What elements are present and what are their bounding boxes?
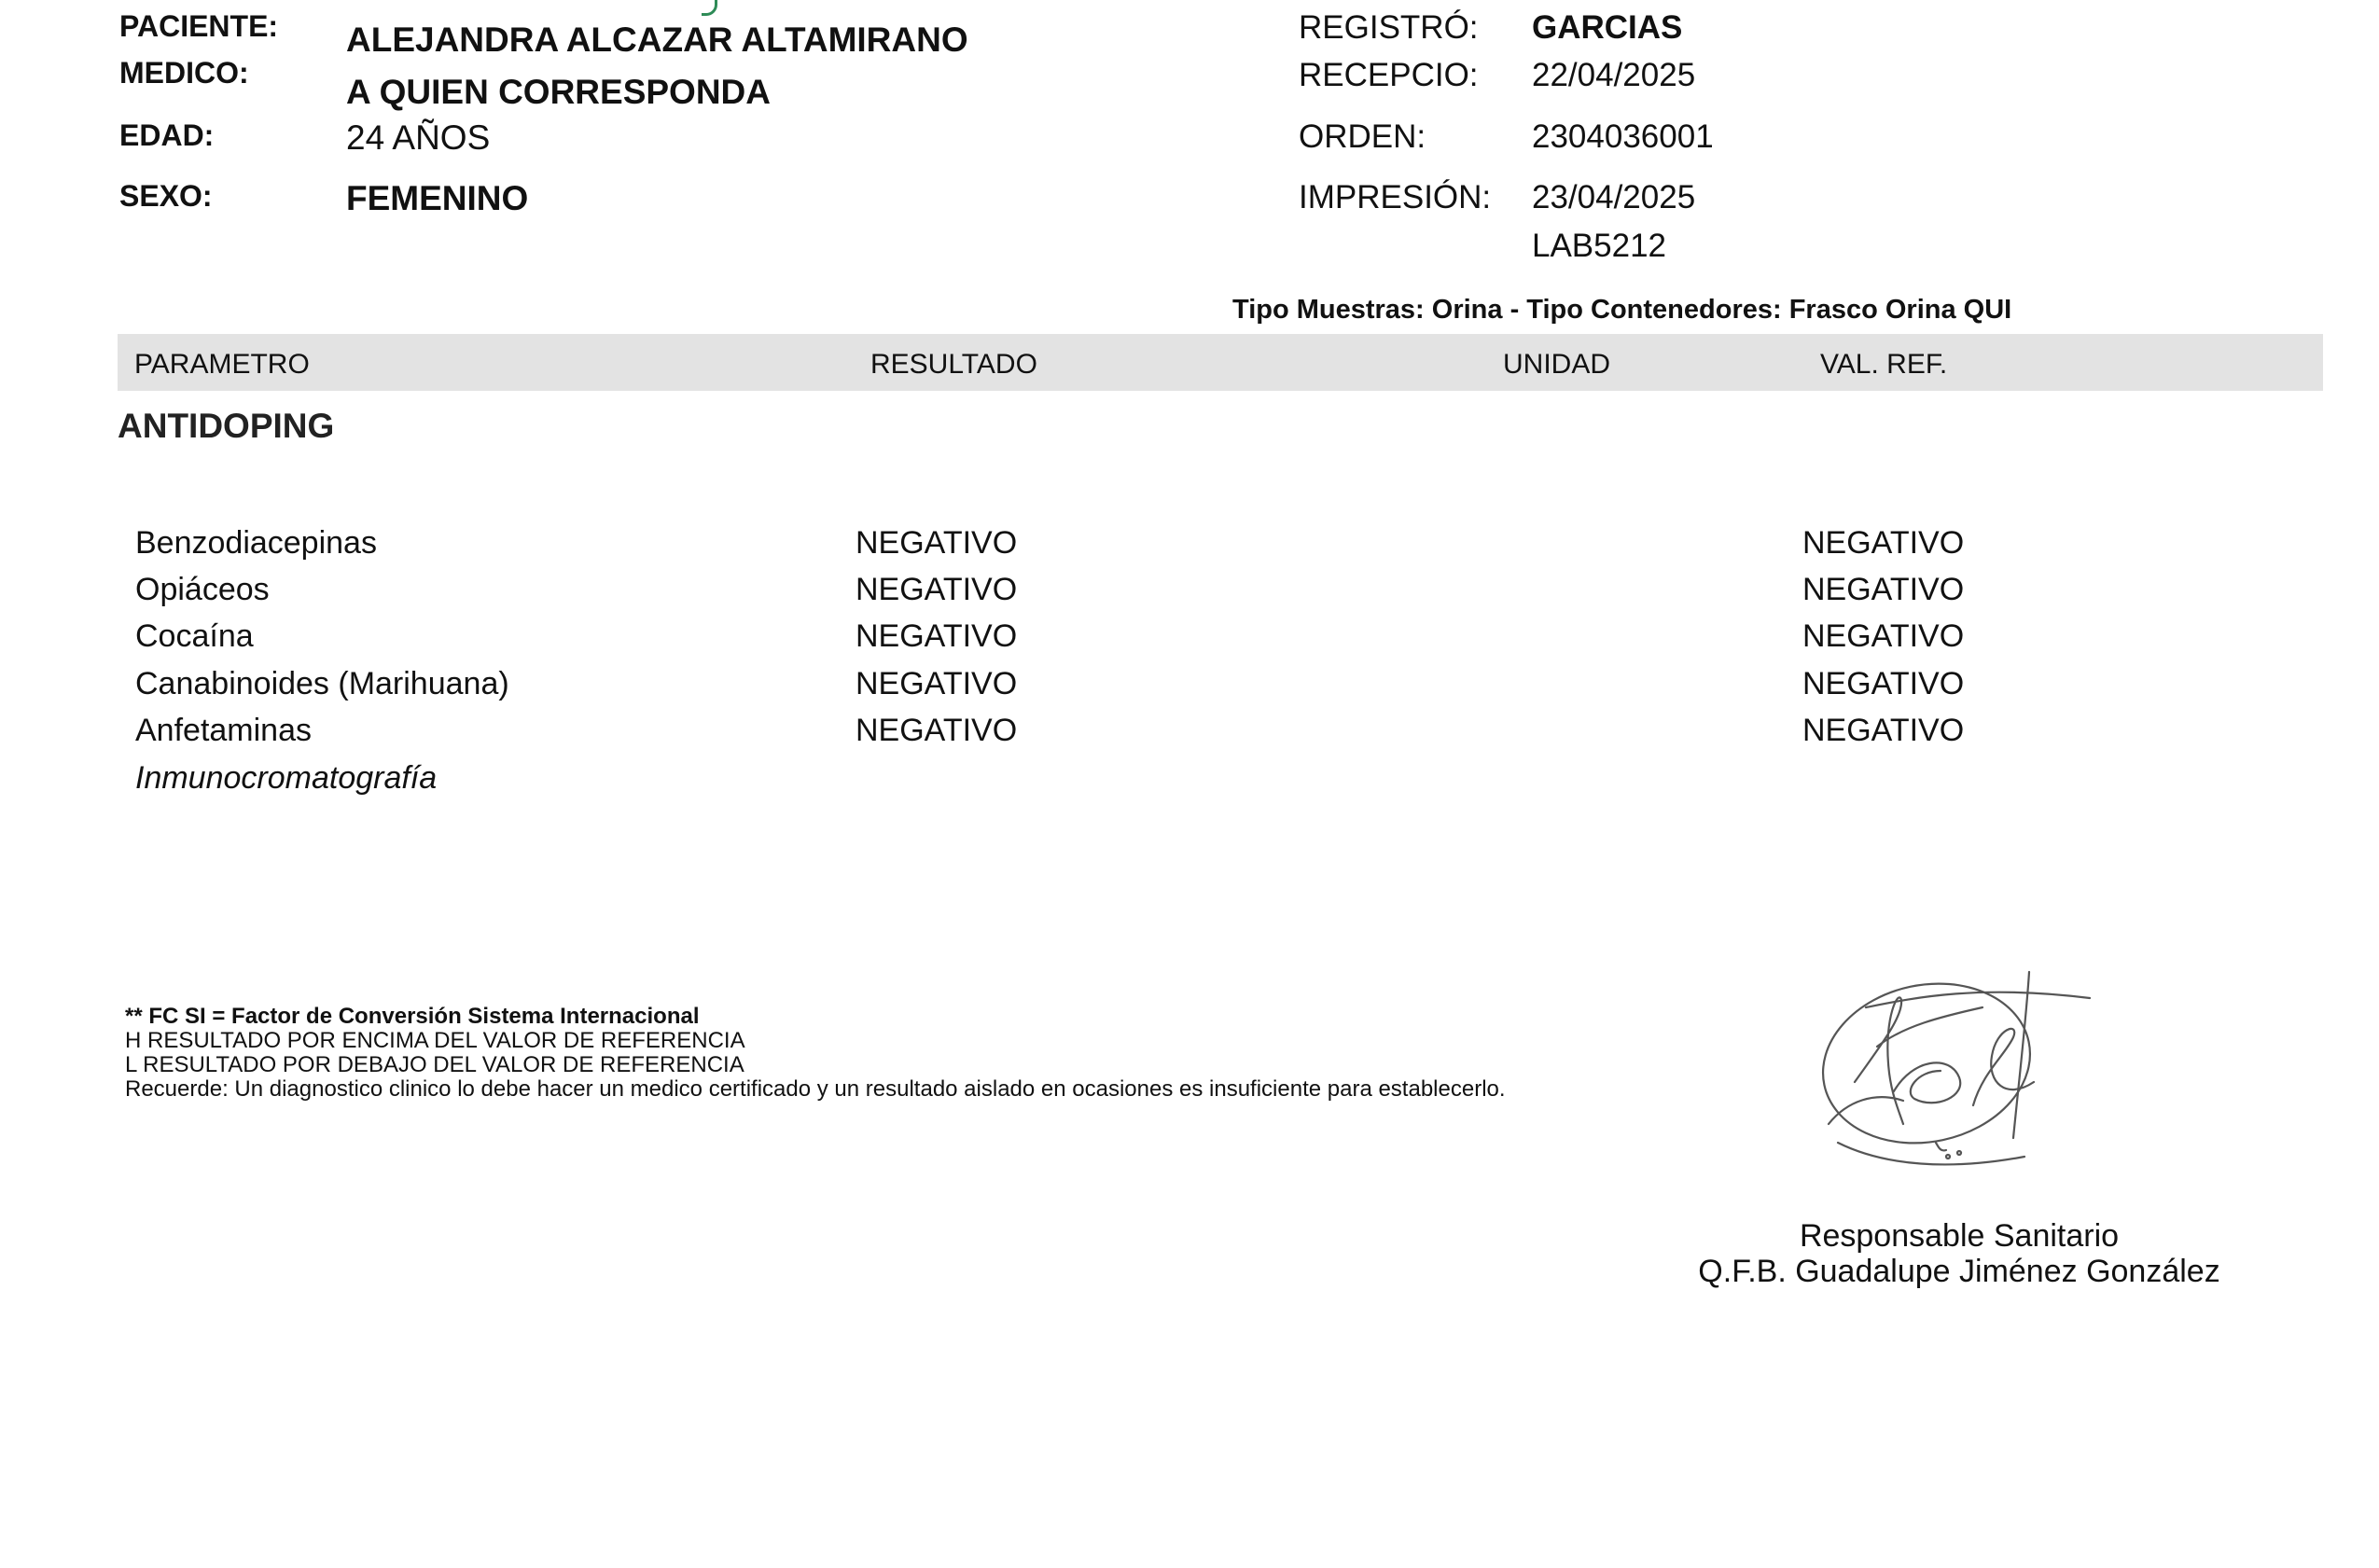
row-parameter: Cocaína	[135, 618, 254, 654]
note-fc-si: ** FC SI = Factor de Conversión Sistema Internacional	[125, 1004, 700, 1029]
order-number: 2304036001	[1532, 118, 1714, 155]
age-value: 24 AÑOS	[346, 118, 491, 157]
note-low: L RESULTADO POR DEBAJO DEL VALOR DE REFERENCIA	[125, 1052, 744, 1077]
registered-label: REGISTRÓ:	[1299, 9, 1479, 46]
row-result: NEGATIVO	[856, 713, 1018, 748]
table-row	[0, 572, 2379, 618]
row-parameter: Canabinoides (Marihuana)	[135, 666, 509, 701]
table-row	[0, 618, 2379, 665]
sex-label: SEXO:	[119, 179, 213, 213]
table-row	[0, 666, 2379, 713]
age-label: EDAD:	[119, 118, 215, 152]
sex-value: FEMENINO	[346, 179, 529, 217]
signature-image	[1810, 961, 2108, 1194]
row-ref: NEGATIVO	[1802, 525, 1965, 561]
lab-code: LAB5212	[1532, 228, 1667, 264]
patient-name-label: PACIENTE:	[119, 9, 279, 43]
registered-value: GARCIAS	[1532, 9, 1683, 46]
row-parameter: Anfetaminas	[135, 713, 312, 748]
method-note: Inmunocromatografía	[135, 760, 438, 796]
order-label: ORDEN:	[1299, 118, 1426, 155]
row-parameter: Opiáceos	[135, 572, 270, 607]
print-label: IMPRESIÓN:	[1299, 179, 1492, 215]
header-ref: VAL. REF.	[1820, 349, 1948, 380]
doctor-label: MEDICO:	[119, 56, 249, 90]
table-row	[0, 713, 2379, 759]
row-ref: NEGATIVO	[1802, 713, 1965, 748]
signatory-role: Responsable Sanitario	[1799, 1218, 2120, 1254]
note-high: H RESULTADO POR ENCIMA DEL VALOR DE REFERENCIA	[125, 1028, 745, 1053]
section-title: ANTIDOPING	[118, 407, 335, 445]
row-ref: NEGATIVO	[1802, 666, 1965, 701]
footnotes	[125, 1005, 1506, 1102]
reception-date: 22/04/2025	[1532, 57, 1696, 93]
signatory-name: Q.F.B. Guadalupe Jiménez González	[1698, 1254, 2220, 1289]
header-unit: UNIDAD	[1503, 349, 1611, 380]
reception-label: RECEPCIO:	[1299, 57, 1479, 93]
header-result: RESULTADO	[870, 349, 1037, 380]
results-table-header	[118, 334, 2323, 391]
row-ref: NEGATIVO	[1802, 618, 1965, 654]
row-parameter: Benzodiacepinas	[135, 525, 377, 561]
row-result: NEGATIVO	[856, 666, 1018, 701]
print-date: 23/04/2025	[1532, 179, 1696, 215]
row-result: NEGATIVO	[856, 572, 1018, 607]
header-parameter: PARAMETRO	[134, 349, 310, 380]
row-ref: NEGATIVO	[1802, 572, 1965, 607]
sample-info: Tipo Muestras: Orina - Tipo Contenedores: Frasco Orina QUI	[1232, 295, 2012, 325]
row-result: NEGATIVO	[856, 618, 1018, 654]
row-result: NEGATIVO	[856, 525, 1018, 561]
note-reminder: Recuerde: Un diagnostico clinico lo debe hacer un medico certificado y un resultado aislado en ocasiones es insuficiente para establecerlo.	[125, 1076, 1506, 1102]
signatory-block	[1679, 1218, 2239, 1289]
logo-fragment-icon	[702, 0, 717, 16]
table-row	[0, 525, 2379, 572]
doctor-name: A QUIEN CORRESPONDA	[346, 73, 772, 111]
patient-name: ALEJANDRA ALCAZAR ALTAMIRANO	[346, 21, 968, 59]
